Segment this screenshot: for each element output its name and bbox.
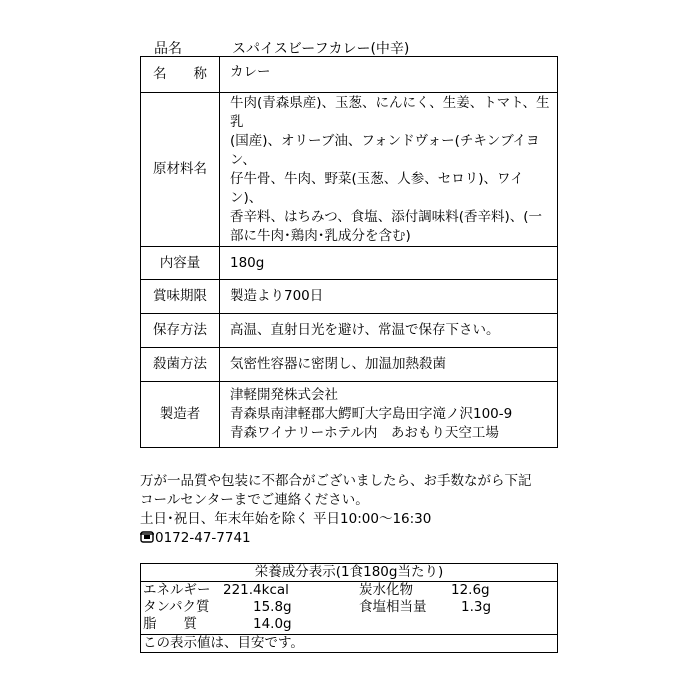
spec-row-name — [141, 57, 558, 93]
nutrient-value: 14.0g — [253, 616, 292, 632]
spec-label: 製造者 — [141, 382, 220, 448]
spec-row-sterilization — [141, 348, 558, 382]
nutrient-name: タンパク質 — [143, 599, 210, 615]
nutrition-table — [140, 563, 558, 653]
spec-row-manufacturer — [141, 382, 558, 448]
nutrition-footnote: この表示値は、目安です。 — [141, 635, 558, 653]
ingredients-line: (国産)、オリーブ油、フォンドヴォー(チキンブイヨン、 — [230, 132, 540, 168]
nutrition-title: 栄養成分表示(1食180g当たり) — [141, 564, 558, 582]
manufacturer-line: 青森県南津軽郡大鰐町大字島田字滝ノ沢100-9 — [230, 406, 513, 422]
ingredients-line: 香辛料、はちみつ、食塩、添付調味料(香辛料)、(一 — [230, 208, 542, 225]
spec-value: カレー — [220, 57, 558, 93]
spec-value: 180g — [220, 247, 558, 280]
manufacturer-line: 青森ワイナリーホテル内 あおもり天空工場 — [230, 425, 499, 441]
nutrient-value: 221.4kcal — [223, 582, 289, 598]
spec-row-expiry — [141, 280, 558, 314]
product-spec-table — [140, 56, 558, 448]
product-name-label: 品名 — [154, 41, 182, 57]
phone-number: 0172-47-7741 — [155, 530, 251, 546]
nutrient-name: 炭水化物 — [359, 582, 413, 598]
product-name-row — [140, 36, 558, 56]
product-name-value: スパイスビーフカレー(中辛) — [232, 41, 410, 57]
nutrition-values — [141, 582, 558, 635]
spec-label: 賞味期限 — [141, 280, 220, 314]
ingredients-value — [220, 93, 558, 247]
spec-label: 原材料名 — [141, 93, 220, 247]
ingredients-line: 仔牛骨、牛肉、野菜(玉葱、人参、セロリ)、ワイン)、 — [230, 170, 524, 206]
ingredients-line: 牛肉(青森県産)、玉葱、にんにく、生姜、トマト、生乳 — [230, 94, 550, 130]
nutrient-name: 食塩相当量 — [359, 599, 427, 615]
spec-label: 殺菌方法 — [141, 348, 220, 382]
spec-label: 名 称 — [141, 57, 220, 93]
spec-row-content — [141, 247, 558, 280]
nutrient-value: 15.8g — [253, 599, 292, 615]
phone-line — [140, 529, 560, 548]
notice-line: 土日･祝日、年末年始を除く 平日10:00～16:30 — [140, 511, 432, 527]
spec-label: 内容量 — [141, 247, 220, 280]
telephone-icon — [140, 531, 154, 543]
customer-notice — [140, 472, 560, 548]
spec-value: 気密性容器に密閉し、加温加熱殺菌 — [220, 348, 558, 382]
manufacturer-value — [220, 382, 558, 448]
nutrient-name: エネルギー — [143, 582, 211, 598]
ingredients-line: 部に牛肉･鶏肉･乳成分を含む) — [230, 227, 411, 244]
spec-value: 製造より700日 — [220, 280, 558, 314]
notice-line: 万が一品質や包装に不都合がございましたら、お手数ながら下記 — [140, 473, 532, 489]
notice-line: コールセンターまでご連絡ください。 — [140, 492, 369, 508]
spec-row-storage — [141, 314, 558, 348]
nutrient-value: 12.6g — [451, 582, 490, 598]
manufacturer-line: 津軽開発株式会社 — [230, 387, 338, 403]
spec-label: 保存方法 — [141, 314, 220, 348]
nutrient-value: 1.3g — [461, 599, 492, 615]
spec-value: 高温、直射日光を避け、常温で保存下さい。 — [220, 314, 558, 348]
spec-row-ingredients — [141, 93, 558, 247]
nutrient-name: 脂 質 — [143, 616, 197, 632]
